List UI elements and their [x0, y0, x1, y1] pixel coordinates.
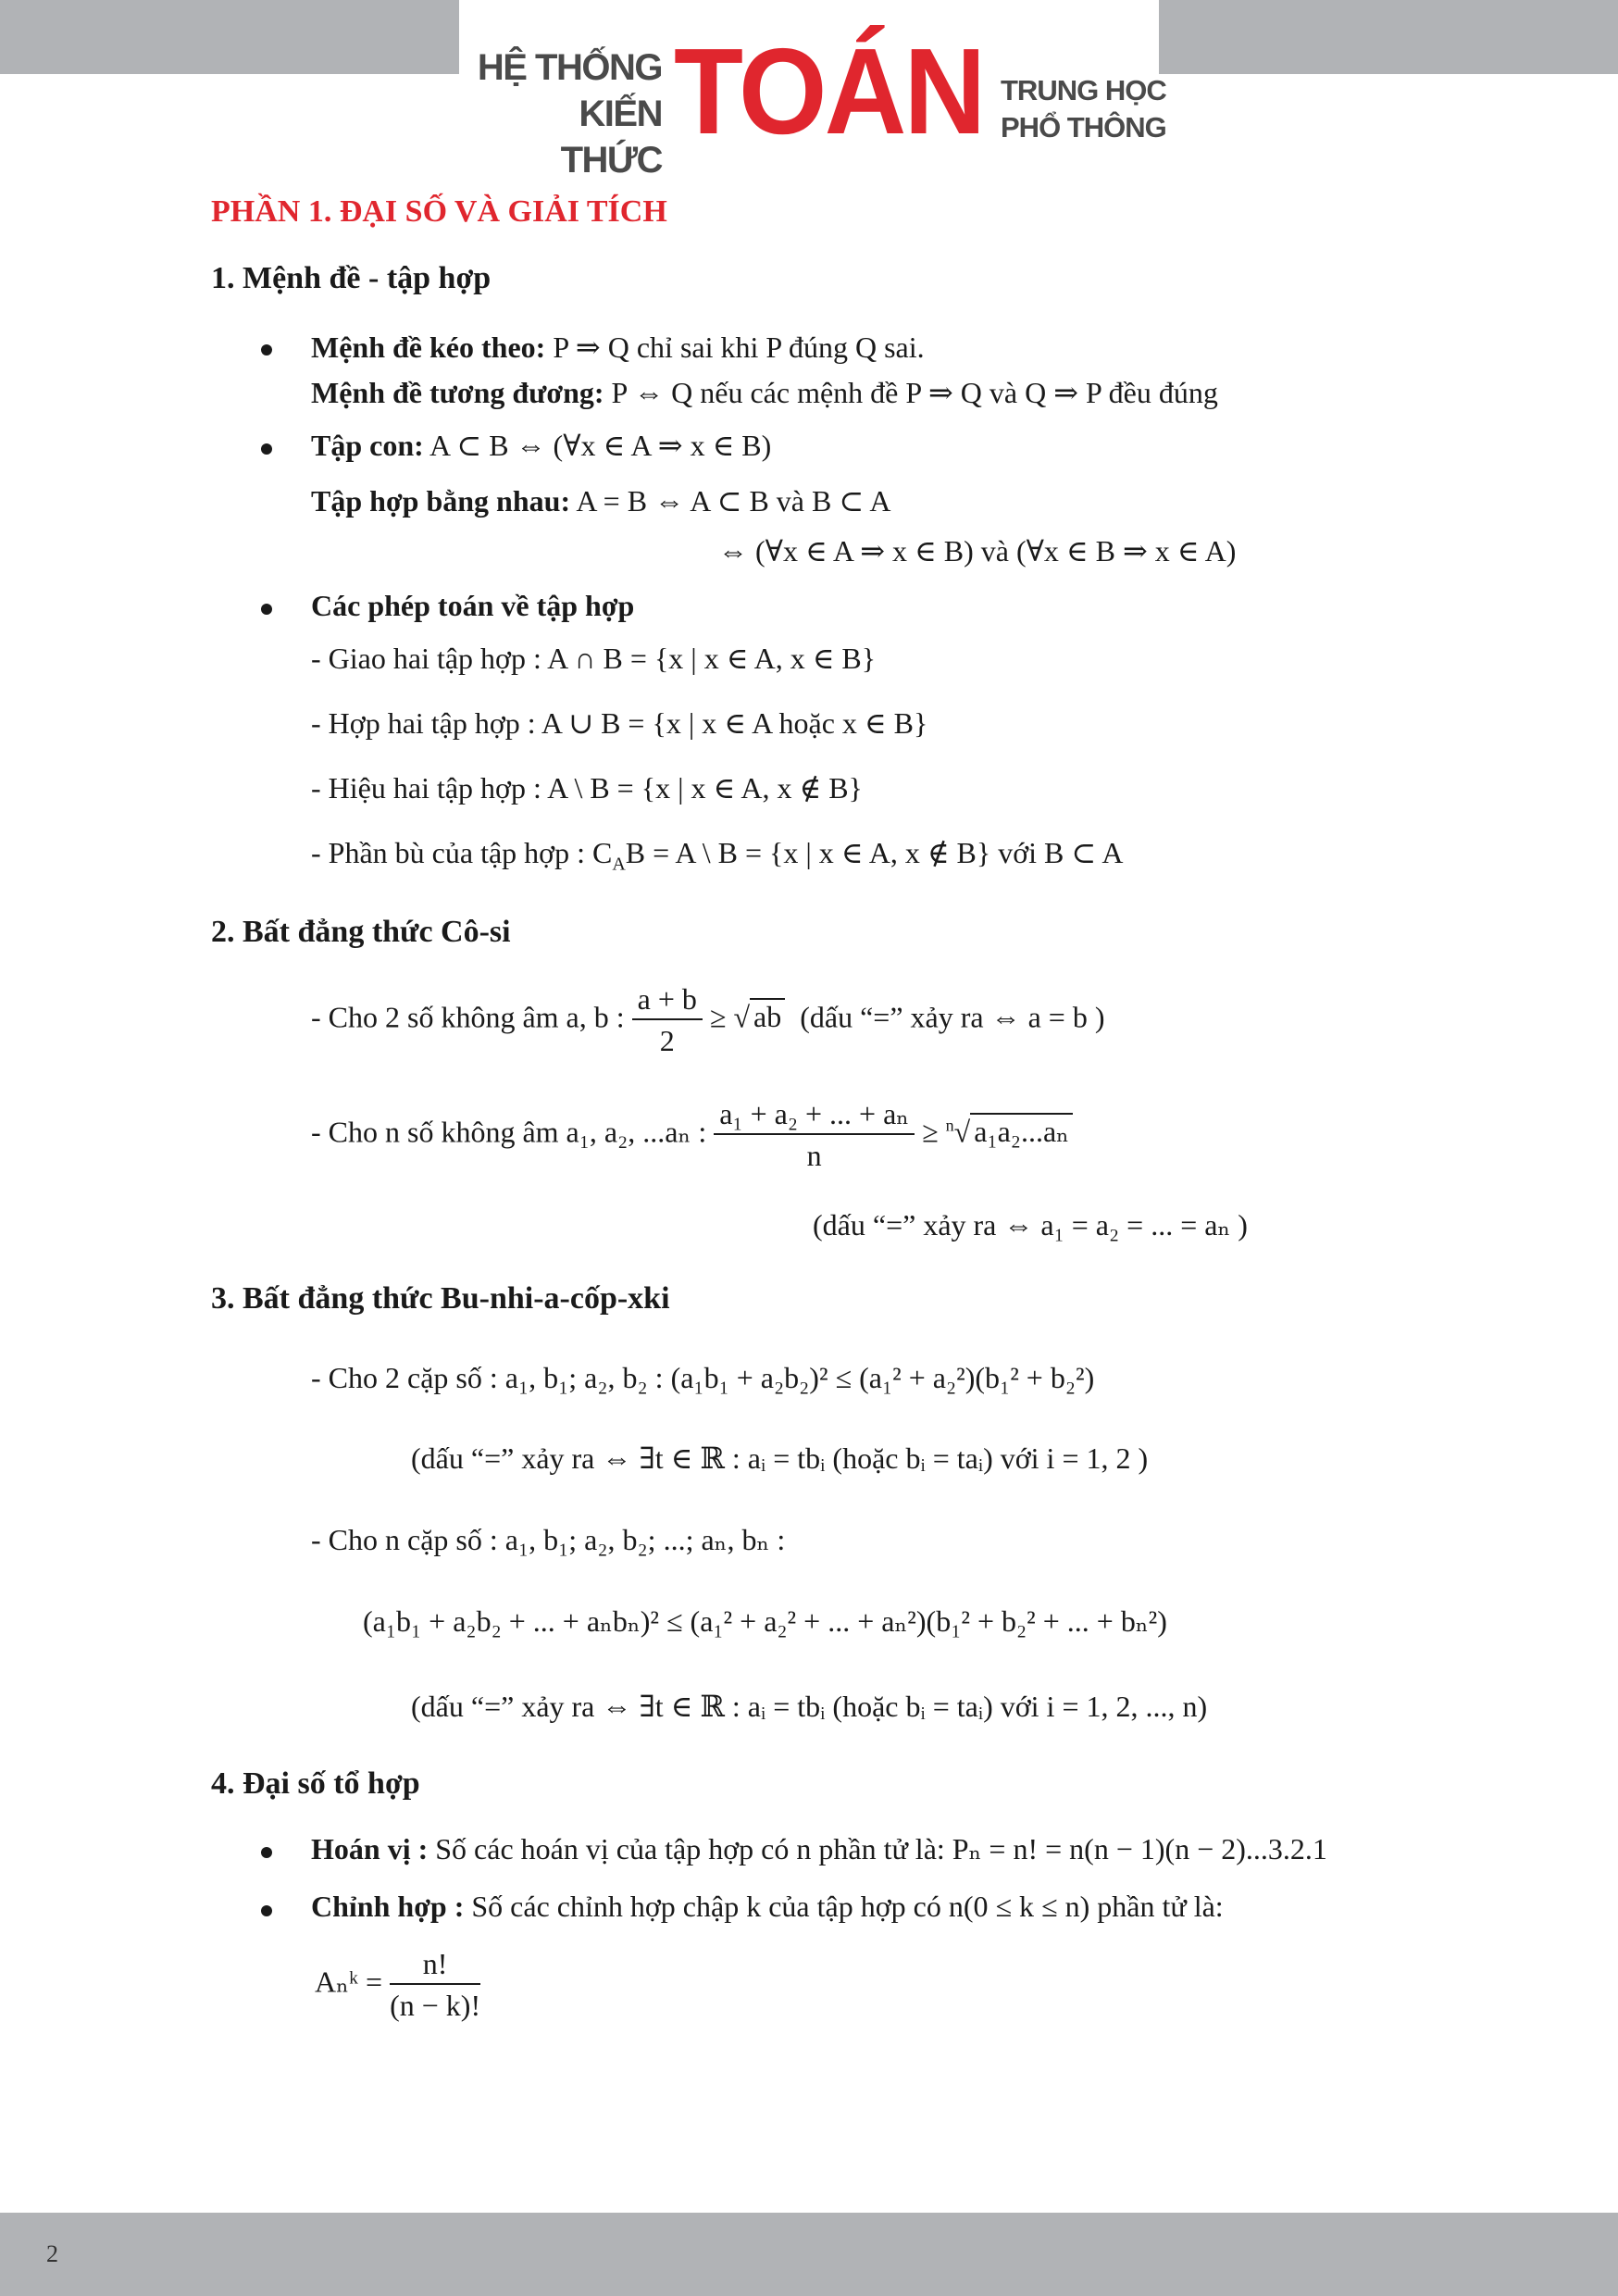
set-op-intersection: - Giao hai tập hợp : A ∩ B = {x | x ∈ A, x ∈ B} [311, 642, 877, 675]
cauchy-n-numerator: a₁ + a₂ + ... + aₙ [714, 1094, 915, 1135]
header-left-line2: KIẾN THỨC [560, 94, 662, 181]
cauchy-2-line: - Cho 2 số không âm a, b : $\frac{a + b}{2}$ ≥ √ ab (dấu “=” xảy ra ⇔ a = b ) [311, 980, 1105, 1061]
header-right-line2: PHỔ THÔNG [1001, 111, 1166, 144]
cauchy-n-equality: (dấu “=” xảy ra ⇔ a₁ = a₂ = ... = aₙ ) [813, 1208, 1248, 1242]
bunyakovsky-n-equality: (dấu “=” xảy ra ⇔ ∃t ∈ ℝ : aᵢ = tbᵢ (hoặc bᵢ = taᵢ) với i = 1, 2, ..., n) [411, 1690, 1208, 1723]
arrangement-denominator: (n − k)! [390, 1989, 481, 2022]
arrangement-lhs: Aₙᵏ = [315, 1965, 383, 1999]
cauchy-2-fraction [632, 980, 703, 1061]
section-4-title: 4. Đại số tổ hợp [211, 1766, 420, 1801]
header-title-main: TOÁN [674, 23, 984, 159]
equivalence-line [311, 375, 1218, 410]
cauchy-2-numerator: a + b [632, 980, 703, 1020]
section-2-title: 2. Bất đẳng thức Cô-si [211, 915, 511, 949]
header-band-left [0, 0, 459, 74]
equivalence-label: Mệnh đề tương đương: [311, 376, 604, 409]
bullet-icon [261, 1847, 272, 1858]
bunyakovsky-n-line: - Cho n cặp số : a₁, b₁; a₂, b₂; ...; aₙ, bₙ : [311, 1523, 786, 1556]
cauchy-n-pre: - Cho n số không âm a₁, a₂, ...aₙ : [311, 1115, 707, 1149]
section-3-title: 3. Bất đẳng thức Bu-nhi-a-cốp-xki [211, 1281, 670, 1316]
set-op-complement [311, 835, 1124, 875]
cauchy-2-post: (dấu “=” xảy ra ⇔ a = b ) [800, 1000, 1105, 1034]
arrangement-formula [315, 1944, 480, 2026]
cauchy-n-fraction [714, 1094, 915, 1176]
header-right-line1: TRUNG HỌC [1001, 74, 1166, 106]
cauchy-n-root-index: n [945, 1116, 954, 1135]
cauchy-2-pre: - Cho 2 số không âm a, b : [311, 1000, 625, 1034]
arrangement-numerator: n! [390, 1944, 480, 1985]
subset-label: Tập con: [311, 429, 424, 462]
implication-line [311, 330, 925, 365]
cauchy-2-sqrt: ab [750, 998, 785, 1033]
set-equal-line [311, 483, 891, 518]
bullet-icon [261, 604, 272, 615]
arrangement-text: Số các chỉnh hợp chập k của tập hợp có n(0 ≤ k ≤ n) phần tử là: [471, 1890, 1224, 1923]
header-band-right [1159, 0, 1618, 74]
cauchy-n-denominator: n [806, 1139, 822, 1172]
set-operations-label: Các phép toán về tập hợp [311, 589, 635, 622]
permutation-text: Số các hoán vị của tập hợp có n phần tử là: Pₙ = n! = n(n − 1)(n − 2)...3.2.1 [435, 1832, 1327, 1866]
bunyakovsky-2-equality: (dấu “=” xảy ra ⇔ ∃t ∈ ℝ : aᵢ = tbᵢ (hoặc bᵢ = taᵢ) với i = 1, 2 ) [411, 1441, 1149, 1475]
page-number: 2 [46, 2240, 58, 2267]
permutation-line [311, 1831, 1327, 1866]
arrangement-label: Chỉnh hợp : [311, 1890, 465, 1923]
set-equal-text: A = B ⇔ A ⊂ B và B ⊂ A [576, 484, 891, 518]
subset-text: A ⊂ B ⇔ (∀x ∈ A ⇒ x ∈ B) [429, 429, 772, 462]
part-title: PHẦN 1. ĐẠI SỐ VÀ GIẢI TÍCH [211, 194, 667, 229]
permutation-label: Hoán vị : [311, 1832, 429, 1866]
bullet-icon [261, 344, 272, 356]
complement-post: B = A \ B = {x | x ∈ A, x ∉ B} với B ⊂ A [625, 836, 1124, 869]
bullet-icon [261, 1905, 272, 1916]
bunyakovsky-2-line: - Cho 2 cặp số : a₁, b₁; a₂, b₂ : (a₁b₁ + a₂b₂)² ≤ (a₁² + a₂²)(b₁² + b₂²) [311, 1361, 1095, 1394]
cauchy-n-ge: ≥ [922, 1115, 939, 1149]
implication-label: Mệnh đề kéo theo: [311, 331, 546, 364]
footer-band [0, 2213, 1618, 2296]
equivalence-text: P ⇔ Q nếu các mệnh đề P ⇒ Q và Q ⇒ P đều đúng [611, 376, 1218, 409]
set-equal-line-2: ⇔ (∀x ∈ A ⇒ x ∈ B) và (∀x ∈ B ⇒ x ∈ A) [718, 534, 1237, 568]
set-op-union: - Hợp hai tập hợp : A ∪ B = {x | x ∈ A hoặc x ∈ B} [311, 706, 928, 740]
arrangement-fraction [390, 1944, 480, 2026]
cauchy-2-ge: ≥ [709, 1000, 727, 1034]
complement-sub: A [612, 854, 626, 875]
set-op-difference: - Hiệu hai tập hợp : A \ B = {x | x ∈ A, x ∉ B} [311, 771, 863, 805]
cauchy-n-line: - Cho n số không âm a₁, a₂, ...aₙ : $\frac{\text{a₁ + a₂ + ... + aₙ}}{n}$ ≥ $^n$√ a₁a₂...aₙ [311, 1094, 1073, 1176]
complement-pre: - Phần bù của tập hợp : C [311, 836, 613, 869]
cauchy-2-denominator: 2 [659, 1024, 675, 1057]
header-title-left [477, 44, 662, 183]
bunyakovsky-n-inequality: (a₁b₁ + a₂b₂ + ... + aₙbₙ)² ≤ (a₁² + a₂² + ... + aₙ²)(b₁² + b₂² + ... + bₙ²) [363, 1604, 1167, 1638]
set-equal-label: Tập hợp bằng nhau: [311, 484, 571, 518]
arrangement-line [311, 1890, 1224, 1924]
header-left-line1: HỆ THỐNG [477, 47, 662, 88]
section-1-title: 1. Mệnh đề - tập hợp [211, 261, 492, 295]
cauchy-n-sqrt: a₁a₂...aₙ [970, 1113, 1073, 1148]
bullet-icon [261, 443, 272, 455]
header-title-right [1001, 72, 1166, 146]
subset-line [311, 428, 771, 463]
implication-text: P ⇒ Q chỉ sai khi P đúng Q sai. [553, 331, 925, 364]
